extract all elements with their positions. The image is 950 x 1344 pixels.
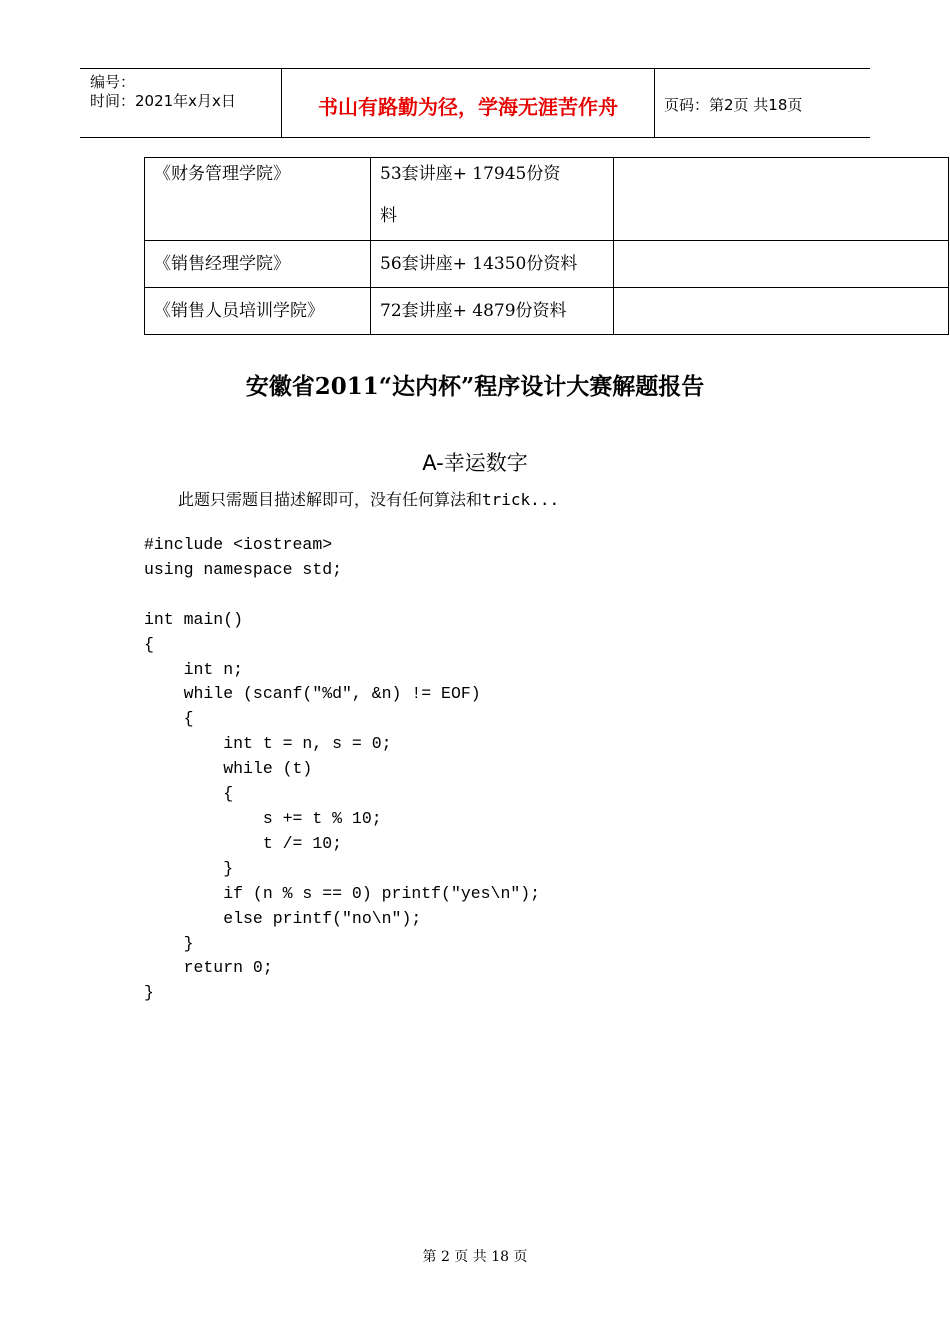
header-meta-cell xyxy=(80,69,282,137)
page-footer: 第 2 页 共 18 页 xyxy=(422,1249,528,1265)
header-motto: 书山有路勤为径，学海无涯苦作舟 xyxy=(318,95,618,119)
table-cell-detail xyxy=(371,158,614,241)
table-cell-extra xyxy=(614,158,949,241)
section-heading: A-幸运数字 xyxy=(422,451,528,475)
detail-line: 料 xyxy=(380,206,397,226)
document-time-label: 时间：2021年x月x日 xyxy=(90,92,236,110)
header-page-number: 页码：第2页 共18页 xyxy=(664,96,803,114)
detail-line: 53套讲座+ 17945份资 xyxy=(380,164,561,184)
table-cell-detail: 56套讲座+ 14350份资料 xyxy=(371,241,614,288)
table-cell-name: 《销售人员培训学院》 xyxy=(145,288,371,335)
intro-text: 此题只需题目描述解即可，没有任何算法和 xyxy=(178,490,483,509)
table-cell-name: 《财务管理学院》 xyxy=(145,158,371,241)
table-cell-detail: 72套讲座+ 4879份资料 xyxy=(371,288,614,335)
resource-table xyxy=(144,157,949,335)
header-page-cell xyxy=(655,69,870,137)
table-row xyxy=(145,288,949,335)
code-block: #include <iostream> using namespace std; int main() { int n; while (scanf("%d", &n) != EOF) { int t = n, s = 0; while (t) { s += t % 10; t /= 10; } if (n % s == 0) printf("yes\n"); else printf("no\n"); } return 0; } xyxy=(144,535,541,1003)
page-header xyxy=(80,68,870,138)
section-intro xyxy=(178,487,559,510)
document-number-label: 编号： xyxy=(90,73,136,91)
header-motto-cell xyxy=(282,69,655,137)
table-cell-extra xyxy=(614,288,949,335)
table-cell-name: 《销售经理学院》 xyxy=(145,241,371,288)
intro-code-word: trick... xyxy=(482,490,560,509)
table-row xyxy=(145,241,949,288)
table-cell-extra xyxy=(614,241,949,288)
report-title: 安徽省2011“达内杯”程序设计大赛解题报告 xyxy=(245,373,705,400)
table-row xyxy=(145,158,949,241)
